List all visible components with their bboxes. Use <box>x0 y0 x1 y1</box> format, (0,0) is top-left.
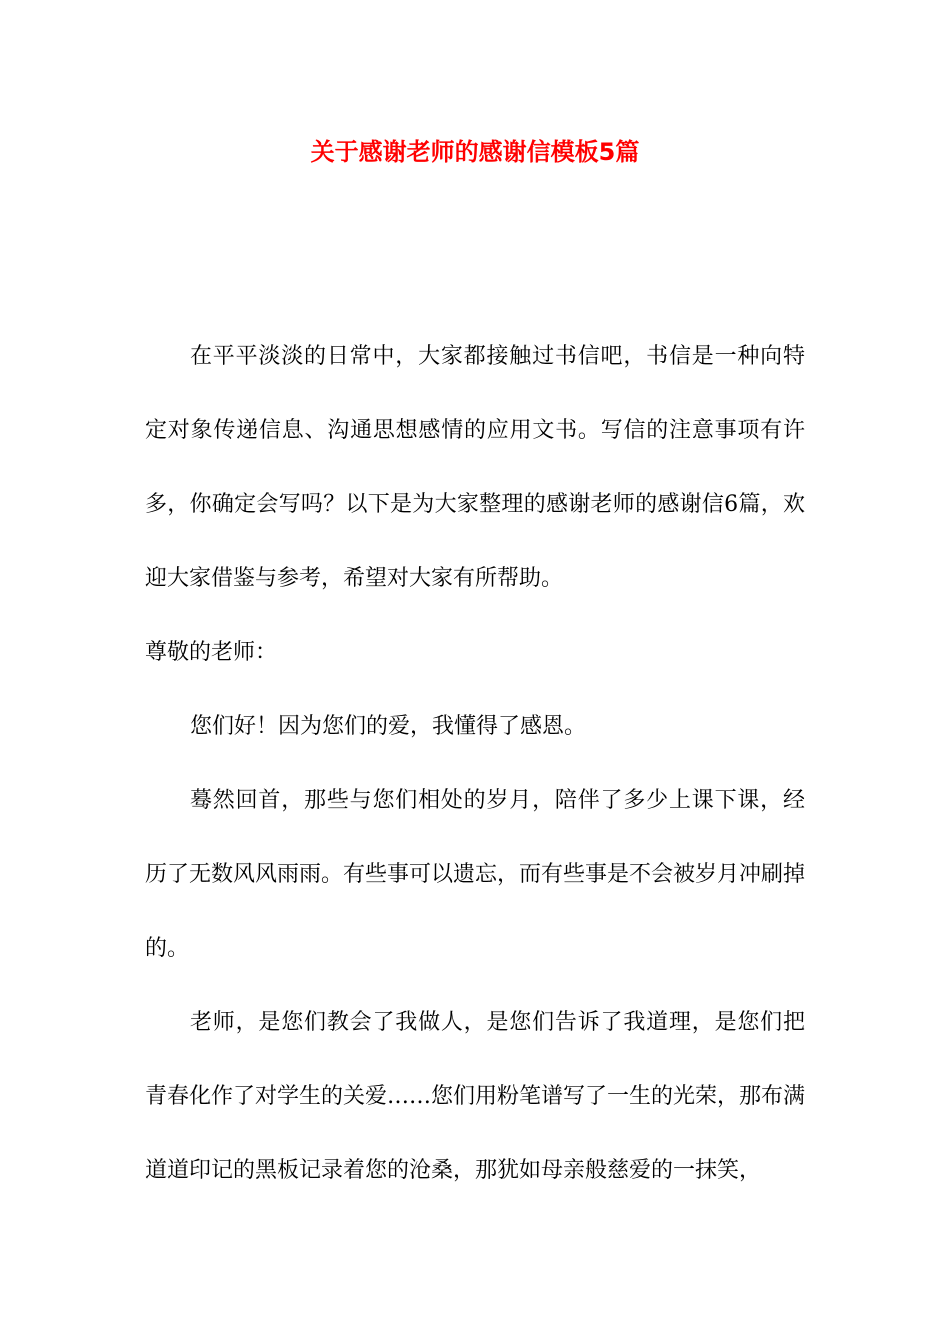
paragraph-salutation: 尊敬的老师： <box>145 640 278 665</box>
paragraph-gratitude: 老师，是您们教会了我做人，是您们告诉了我道理，是您们把青春化作了对学生的关爱……您们用粉笔谱写了一生的光荣，那布满道道印记的黑板记录着您的沧桑，那犹如母亲般慈爱的一抹笑， <box>145 1010 806 1183</box>
paragraph-intro: 在平平淡淡的日常中，大家都接触过书信吧，书信是一种向特定对象传递信息、沟通思想感情的应用文书。写信的注意事项有许多，你确定会写吗？以下是为大家整理的感谢老师的感谢信6篇，欢迎大家借鉴与参考，希望对大家有所帮助。 <box>145 344 805 591</box>
paragraph-memories: 蓦然回首，那些与您们相处的岁月，陪伴了多少上课下课，经历了无数风风雨雨。有些事可以遗忘，而有些事是不会被岁月冲刷掉的。 <box>145 788 806 961</box>
document-body <box>145 320 805 1208</box>
paragraph-greeting: 您们好！因为您们的爱，我懂得了感恩。 <box>190 714 587 739</box>
document-title: 关于感谢老师的感谢信模板5篇 <box>310 138 640 166</box>
